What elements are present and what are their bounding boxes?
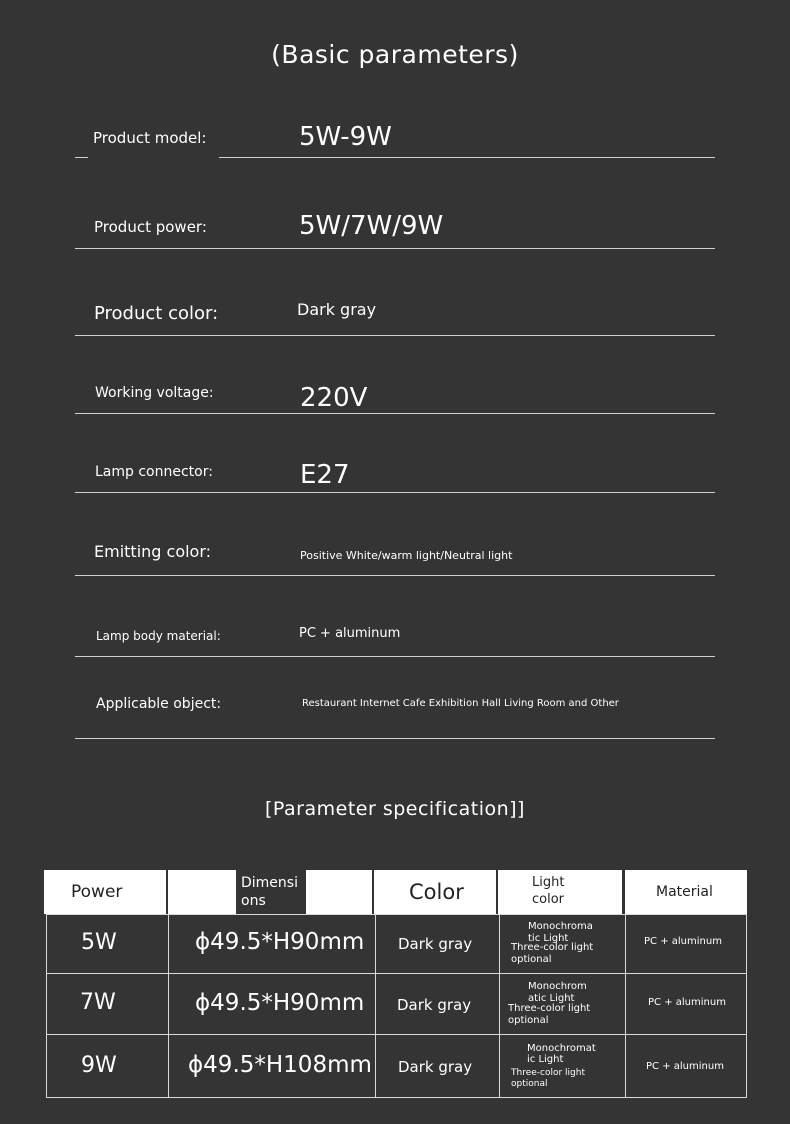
table-cell-light-3: Three-color light bbox=[511, 942, 594, 953]
row-divider bbox=[219, 157, 715, 158]
row-divider-stub bbox=[75, 157, 88, 158]
header-dimensions-left bbox=[168, 870, 236, 914]
row-divider bbox=[47, 1034, 746, 1035]
header-color bbox=[374, 870, 496, 914]
table-cell-material: PC + aluminum bbox=[644, 936, 722, 947]
table-cell-power: 7W bbox=[80, 990, 116, 1015]
param-label: Product power: bbox=[94, 218, 207, 236]
header-material bbox=[625, 870, 747, 914]
row-divider bbox=[47, 973, 746, 974]
param-label: Lamp body material: bbox=[96, 629, 221, 643]
param-value: 5W-9W bbox=[299, 122, 392, 152]
column-divider bbox=[375, 915, 376, 1097]
table-cell-light-3: Three-color light bbox=[508, 1003, 591, 1014]
param-label: Working voltage: bbox=[95, 385, 214, 401]
parameter-specification-title: [Parameter specification]] bbox=[265, 798, 525, 820]
row-divider bbox=[75, 575, 715, 576]
param-row-lamp-connector bbox=[75, 460, 715, 496]
table-cell-power: 5W bbox=[81, 930, 117, 955]
table-cell-light-2: atic Light bbox=[528, 993, 575, 1004]
column-divider bbox=[625, 915, 626, 1097]
table-cell-light-4: optional bbox=[511, 1079, 548, 1089]
table-cell-material: PC + aluminum bbox=[646, 1061, 724, 1072]
row-divider bbox=[75, 413, 715, 414]
param-label: Emitting color: bbox=[94, 542, 212, 561]
spec-table-body bbox=[46, 914, 747, 1098]
param-row-product-power bbox=[75, 208, 715, 250]
header-light-label-1: Light bbox=[532, 875, 565, 890]
param-value: Dark gray bbox=[297, 300, 377, 319]
header-color-label: Color bbox=[409, 880, 464, 904]
row-divider bbox=[75, 656, 715, 657]
param-row-emitting-color bbox=[75, 540, 715, 578]
header-dimensions-right bbox=[306, 870, 372, 914]
param-row-applicable-object bbox=[75, 694, 715, 742]
basic-parameters-title: (Basic parameters) bbox=[271, 40, 519, 69]
table-cell-light-4: optional bbox=[508, 1015, 549, 1026]
table-cell-light-2: ic Light bbox=[527, 1054, 564, 1065]
row-divider bbox=[75, 492, 715, 493]
param-value: E27 bbox=[300, 460, 350, 490]
param-row-product-model bbox=[75, 118, 715, 160]
row-divider bbox=[75, 738, 715, 739]
param-value: PC + aluminum bbox=[299, 626, 401, 641]
table-cell-light-2: tic Light bbox=[528, 933, 569, 944]
header-dimensions-label-1: Dimensi bbox=[241, 875, 298, 891]
table-cell-light-1: Monochrom bbox=[528, 981, 587, 992]
table-cell-dimensions: ϕ49.5*H90mm bbox=[195, 929, 365, 955]
row-divider bbox=[75, 248, 715, 249]
table-cell-light-4: optional bbox=[511, 954, 552, 965]
header-light-label-2: color bbox=[532, 892, 565, 907]
header-material-label: Material bbox=[656, 884, 713, 900]
param-label: Product color: bbox=[94, 303, 219, 324]
table-cell-color: Dark gray bbox=[398, 935, 473, 953]
param-label: Lamp connector: bbox=[95, 464, 213, 480]
column-divider bbox=[499, 915, 500, 1097]
table-cell-dimensions: ϕ49.5*H108mm bbox=[188, 1052, 372, 1078]
param-row-working-voltage bbox=[75, 380, 715, 416]
table-cell-dimensions: ϕ49.5*H90mm bbox=[195, 990, 365, 1016]
table-cell-power: 9W bbox=[81, 1053, 117, 1078]
table-cell-color: Dark gray bbox=[397, 996, 472, 1014]
table-cell-light-1: Monochroma bbox=[528, 921, 593, 932]
param-row-lamp-body-material bbox=[75, 624, 715, 660]
header-power-label: Power bbox=[71, 882, 123, 902]
param-value: Restaurant Internet Cafe Exhibition Hall Living Room and Other bbox=[302, 698, 619, 709]
table-cell-light-3: Three-color light bbox=[511, 1068, 585, 1078]
column-divider bbox=[168, 915, 169, 1097]
param-value: Positive White/warm light/Neutral light bbox=[300, 549, 513, 562]
param-label: Product model: bbox=[93, 129, 207, 147]
header-power bbox=[44, 870, 166, 914]
row-divider bbox=[75, 335, 715, 336]
table-cell-light-1: Monochromat bbox=[527, 1043, 596, 1054]
table-cell-material: PC + aluminum bbox=[648, 997, 726, 1008]
param-label: Applicable object: bbox=[96, 696, 222, 712]
param-row-product-color bbox=[75, 296, 715, 338]
param-value: 220V bbox=[300, 383, 368, 413]
param-value: 5W/7W/9W bbox=[299, 211, 444, 241]
header-light-color bbox=[498, 870, 622, 914]
header-dimensions-label-2: ons bbox=[241, 893, 266, 909]
table-cell-color: Dark gray bbox=[398, 1058, 473, 1076]
